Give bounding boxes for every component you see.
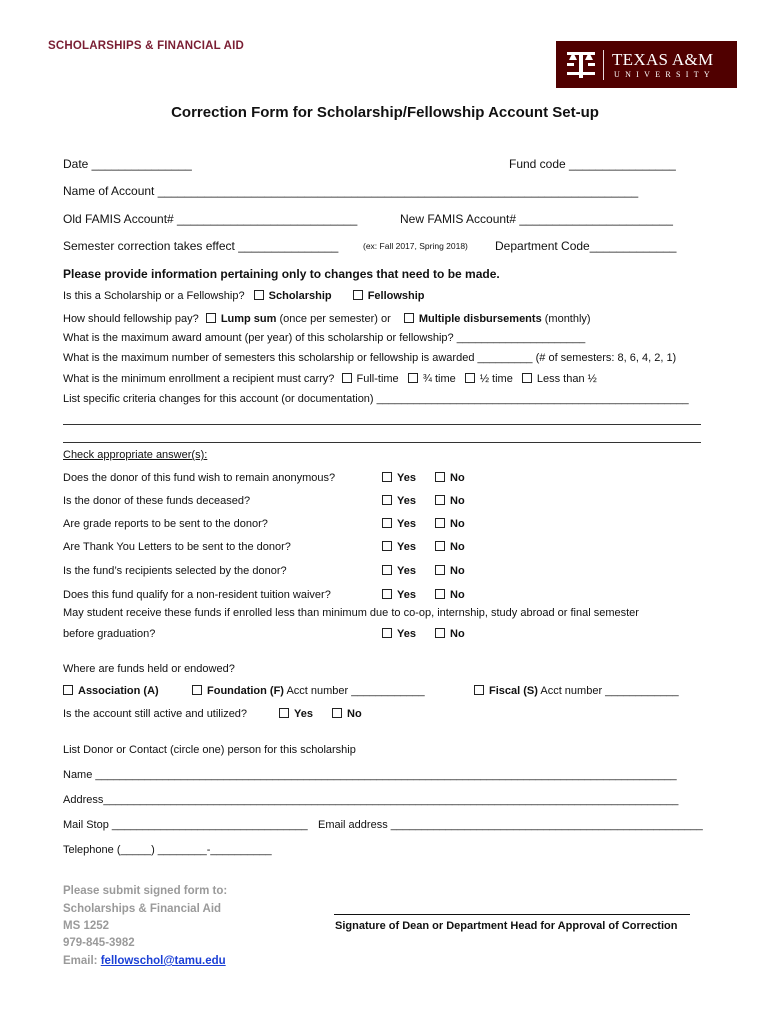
checkbox-icon[interactable] <box>382 565 392 575</box>
association-label: Association (A) <box>78 685 159 697</box>
yn-question: Does the donor of this fund wish to remain anonymous? <box>63 472 336 484</box>
email-link[interactable]: fellowschol@tamu.edu <box>100 955 226 967</box>
email-address-field[interactable]: Email address ___________________________________________________ <box>318 819 703 831</box>
checkbox-icon[interactable] <box>342 373 352 383</box>
q-active: Is the account still active and utilized? <box>63 708 248 720</box>
section-divider <box>63 442 701 443</box>
no-option[interactable] <box>435 541 465 553</box>
checkbox-icon[interactable] <box>382 518 392 528</box>
checkbox-icon[interactable] <box>435 518 445 528</box>
no-option[interactable] <box>435 565 465 577</box>
submit-line-3: MS 1252 <box>63 920 110 932</box>
half-time-label: ½ time <box>479 373 513 385</box>
checkbox-icon[interactable] <box>522 373 532 383</box>
yes-option[interactable] <box>382 472 416 484</box>
no-label: No <box>450 628 465 640</box>
submit-email-label: Email: <box>63 955 98 967</box>
fiscal-option[interactable] <box>474 685 679 697</box>
yes-option[interactable] <box>382 518 416 530</box>
checkbox-icon[interactable] <box>408 373 418 383</box>
fund-code-field[interactable]: Fund code ________________ <box>509 157 676 171</box>
yes-label: Yes <box>397 518 416 530</box>
three-quarter-time-option[interactable] <box>408 373 456 385</box>
checkbox-icon[interactable] <box>435 628 445 638</box>
semester-example: (ex: Fall 2017, Spring 2018) <box>363 241 468 251</box>
checkbox-icon[interactable] <box>279 708 289 718</box>
checkbox-icon[interactable] <box>192 685 202 695</box>
fellowship-option[interactable] <box>353 290 425 302</box>
submit-email-row <box>63 955 226 967</box>
check-heading: Check appropriate answer(s): <box>63 449 208 461</box>
instructions: Please provide information pertaining only to changes that need to be made. <box>63 267 500 281</box>
yes-option[interactable] <box>279 708 313 720</box>
yes-option[interactable] <box>382 628 416 640</box>
contact-address-field[interactable]: Address______________________________________________________________________________________________ <box>63 794 679 806</box>
checkbox-icon[interactable] <box>206 313 216 323</box>
yes-label: Yes <box>397 472 416 484</box>
fiscal-label: Fiscal (S) <box>489 685 538 697</box>
checkbox-icon[interactable] <box>435 541 445 551</box>
less-than-half-label: Less than ½ <box>536 373 597 385</box>
q-enrollment-label: What is the minimum enrollment a recipient must carry? <box>63 373 335 385</box>
department-header: SCHOLARSHIPS & FINANCIAL AID <box>48 40 244 52</box>
checkbox-icon[interactable] <box>353 290 363 300</box>
checkbox-icon[interactable] <box>435 565 445 575</box>
contact-name-field[interactable]: Name _______________________________________________________________________________________________ <box>63 769 677 781</box>
yes-label: Yes <box>397 495 416 507</box>
disbursements-note: (monthly) <box>544 313 591 325</box>
semester-field[interactable]: Semester correction takes effect _______________ <box>63 239 339 253</box>
no-option[interactable] <box>435 589 465 601</box>
lump-sum-option[interactable] <box>206 313 277 325</box>
lump-sum-label: Lump sum <box>220 313 277 325</box>
q-type <box>63 290 425 302</box>
full-time-option[interactable] <box>342 373 399 385</box>
yn-question: Are Thank You Letters to be sent to the donor? <box>63 541 291 553</box>
criteria-field[interactable]: List specific criteria changes for this account (or documentation) ___________________________________________________ <box>63 393 689 405</box>
lump-sum-note: (once per semester) or <box>279 313 391 325</box>
no-option[interactable] <box>332 708 362 720</box>
yes-label: Yes <box>294 708 313 720</box>
checkbox-icon[interactable] <box>474 685 484 695</box>
yes-option[interactable] <box>382 565 416 577</box>
q-enrollment <box>63 373 597 385</box>
checkbox-icon[interactable] <box>382 589 392 599</box>
no-label: No <box>450 495 465 507</box>
full-time-label: Full-time <box>356 373 399 385</box>
no-option[interactable] <box>435 472 465 484</box>
yes-option[interactable] <box>382 589 416 601</box>
q-funds-held: Where are funds held or endowed? <box>63 663 235 675</box>
scholarship-label: Scholarship <box>268 290 332 302</box>
foundation-label: Foundation (F) <box>207 685 284 697</box>
checkbox-icon[interactable] <box>382 628 392 638</box>
logo-name: TEXAS A&M <box>612 50 714 69</box>
foundation-acct-field[interactable]: Acct number ____________ <box>286 685 425 697</box>
logo-divider <box>603 50 604 80</box>
checkbox-icon[interactable] <box>332 708 342 718</box>
telephone-field[interactable]: Telephone (_____) ________-__________ <box>63 844 272 856</box>
no-label: No <box>450 518 465 530</box>
multiple-disbursements-label: Multiple disbursements <box>418 313 542 325</box>
no-label: No <box>450 541 465 553</box>
no-option[interactable] <box>435 628 465 640</box>
checkbox-icon[interactable] <box>465 373 475 383</box>
new-famis-field[interactable]: New FAMIS Account# _______________________ <box>400 212 673 226</box>
checkbox-icon[interactable] <box>435 472 445 482</box>
atm-logo-icon <box>565 50 597 80</box>
mail-stop-field[interactable]: Mail Stop ________________________________ <box>63 819 308 831</box>
checkbox-icon[interactable] <box>382 541 392 551</box>
q-pay <box>63 313 591 325</box>
yes-option[interactable] <box>382 495 416 507</box>
scholarship-option[interactable] <box>254 290 332 302</box>
half-time-option[interactable] <box>465 373 513 385</box>
max-semesters-field[interactable]: What is the maximum number of semesters this scholarship or fellowship is awarded _________ (# of semesters: 8, 6, 4, 2, 1) <box>63 352 677 364</box>
yn-question: Is the fund’s recipients selected by the donor? <box>63 565 287 577</box>
checkbox-icon[interactable] <box>254 290 264 300</box>
checkbox-icon[interactable] <box>435 589 445 599</box>
checkbox-icon[interactable] <box>404 313 414 323</box>
q-enrolled-less: May student receive these funds if enrolled less than minimum due to co-op, internship, study abroad or final semester <box>63 607 639 619</box>
no-label: No <box>450 565 465 577</box>
form-title: Correction Form for Scholarship/Fellowship Account Set-up <box>171 104 599 121</box>
no-label: No <box>450 589 465 601</box>
foundation-option[interactable] <box>192 685 425 697</box>
three-quarter-label: ¾ time <box>422 373 456 385</box>
submit-line-4: 979-845-3982 <box>63 937 135 949</box>
date-field[interactable]: Date _______________ <box>63 157 192 171</box>
yes-label: Yes <box>397 589 416 601</box>
account-name-field[interactable]: Name of Account ________________________________________________________________________ <box>63 184 639 198</box>
no-option[interactable] <box>435 518 465 530</box>
no-option[interactable] <box>435 495 465 507</box>
max-award-field[interactable]: What is the maximum award amount (per year) of this scholarship or fellowship? _____________________ <box>63 332 586 344</box>
criteria-continuation-line[interactable] <box>63 424 701 425</box>
signature-label: Signature of Dean or Department Head for Approval of Correction <box>335 920 678 932</box>
yes-option[interactable] <box>382 541 416 553</box>
yn-question: Does this fund qualify for a non-resident tuition waiver? <box>63 589 331 601</box>
logo-subtitle: UNIVERSITY <box>614 70 715 79</box>
less-than-half-option[interactable] <box>522 373 597 385</box>
yes-label: Yes <box>397 628 416 640</box>
yn-question: Are grade reports to be sent to the donor? <box>63 518 268 530</box>
yes-label: Yes <box>397 565 416 577</box>
yn-question: Is the donor of these funds deceased? <box>63 495 251 507</box>
fiscal-acct-field[interactable]: Acct number ____________ <box>540 685 679 697</box>
association-option[interactable] <box>63 685 159 697</box>
no-label: No <box>450 472 465 484</box>
q-type-label: Is this a Scholarship or a Fellowship? <box>63 290 245 302</box>
no-label: No <box>347 708 362 720</box>
checkbox-icon[interactable] <box>382 472 392 482</box>
submit-line-1: Please submit signed form to: <box>63 885 228 897</box>
old-famis-field[interactable]: Old FAMIS Account# ___________________________ <box>63 212 358 226</box>
checkbox-icon[interactable] <box>63 685 73 695</box>
q-pay-label: How should fellowship pay? <box>63 313 199 325</box>
checkbox-icon[interactable] <box>435 495 445 505</box>
department-code-field[interactable]: Department Code_____________ <box>495 239 677 253</box>
yes-label: Yes <box>397 541 416 553</box>
tamu-logo <box>556 41 737 88</box>
fellowship-label: Fellowship <box>367 290 425 302</box>
contact-heading: List Donor or Contact (circle one) person for this scholarship <box>63 744 356 756</box>
submit-line-2: Scholarships & Financial Aid <box>63 903 222 915</box>
checkbox-icon[interactable] <box>382 495 392 505</box>
signature-line[interactable] <box>334 914 690 915</box>
multiple-disbursements-option[interactable] <box>404 313 542 325</box>
q-enrolled-less-cont: before graduation? <box>63 628 156 640</box>
